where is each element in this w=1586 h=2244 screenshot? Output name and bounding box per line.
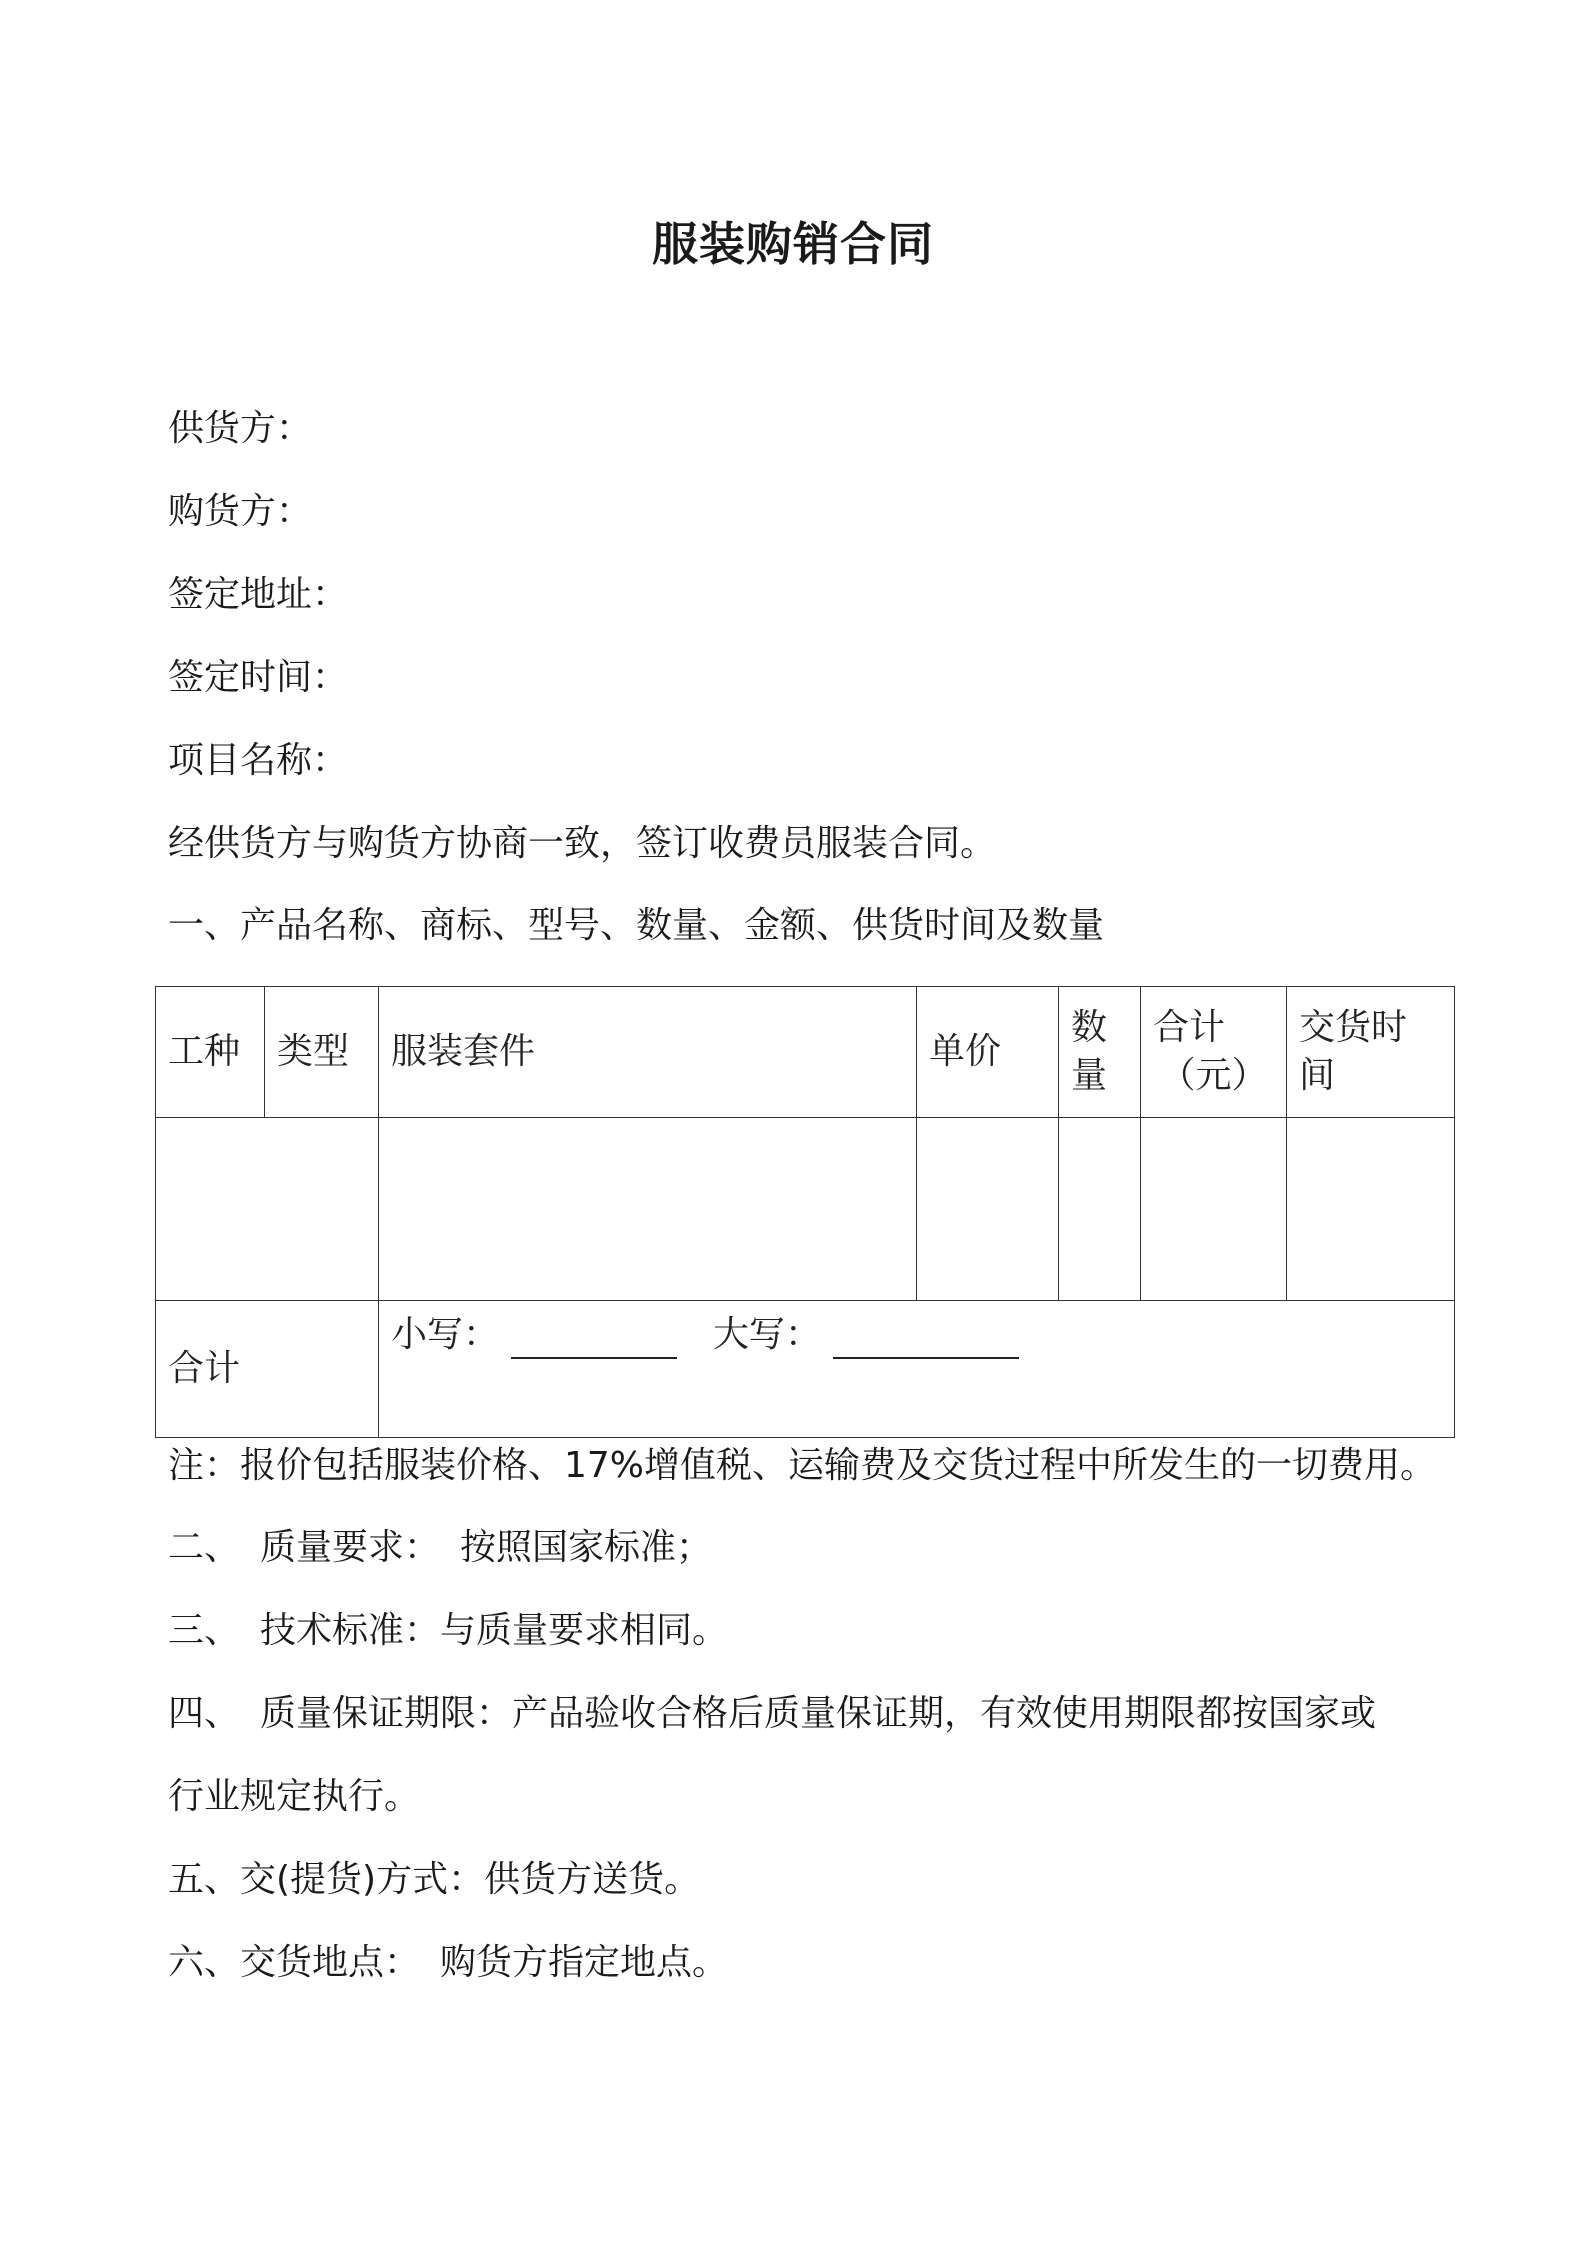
cell-trade-type [156, 1118, 379, 1301]
header-unit-price: 单价 [917, 987, 1059, 1118]
cell-total [1141, 1118, 1287, 1301]
section-2-number: 二、 [168, 1527, 241, 1568]
supplier-field: 供货方： [168, 408, 313, 449]
product-table [155, 986, 1455, 1438]
section-2 [168, 1524, 712, 1572]
section-4-continuation: 行业规定执行。 [168, 1776, 421, 1817]
section-4-text: 质量保证期限：产品验收合格后质量保证期，有效使用期限都按国家或 [260, 1693, 1377, 1734]
intro-paragraph: 经供货方与购货方协商一致，签订收费员服装合同。 [168, 823, 997, 864]
section-6-label: 六、交货地点： [168, 1942, 421, 1983]
header-suit: 服装套件 [379, 987, 917, 1118]
table-note: 注：报价包括服装价格、17%增值税、运输费及交货过程中所发生的一切费用。 [168, 1445, 1437, 1486]
header-trade: 工种 [156, 987, 265, 1118]
header-quantity [1059, 987, 1141, 1118]
section-6 [168, 1939, 728, 1987]
section-2-label: 质量要求： [260, 1527, 441, 1568]
header-quantity-line2: 量 [1071, 1055, 1108, 1096]
header-total-line1: 合计 [1153, 1007, 1226, 1048]
header-total [1141, 987, 1287, 1118]
section-6-text: 购货方指定地点。 [440, 1942, 729, 1983]
section-5: 五、交(提货)方式：供货方送货。 [168, 1859, 701, 1900]
section-1-heading: 一、产品名称、商标、型号、数量、金额、供货时间及数量 [168, 905, 1105, 946]
section-3-number: 三、 [168, 1610, 241, 1651]
header-type: 类型 [265, 987, 379, 1118]
section-4 [168, 1690, 1376, 1738]
section-3-text: 技术标准：与质量要求相同。 [260, 1610, 729, 1651]
lowercase-blank [511, 1319, 677, 1359]
header-total-line2: （元） [1159, 1055, 1268, 1096]
header-quantity-line1: 数 [1071, 1007, 1108, 1048]
total-label-cell: 合计 [156, 1301, 379, 1438]
sign-time-field: 签定时间： [168, 657, 349, 698]
section-2-text: 按照国家标准； [460, 1527, 713, 1568]
section-4-number: 四、 [168, 1693, 241, 1734]
cell-delivery-time [1287, 1118, 1455, 1301]
table-total-row [156, 1301, 1455, 1438]
sign-address-field: 签定地址： [168, 574, 349, 615]
table-row [156, 1118, 1455, 1301]
document-title: 服装购销合同 [652, 217, 934, 271]
cell-suit [379, 1118, 917, 1301]
uppercase-blank [833, 1319, 1019, 1359]
cell-quantity [1059, 1118, 1141, 1301]
lowercase-label: 小写： [391, 1314, 500, 1355]
uppercase-label: 大写： [713, 1314, 822, 1355]
section-3 [168, 1607, 728, 1655]
project-name-field: 项目名称： [168, 740, 349, 781]
header-delivery-line2: 间 [1299, 1055, 1336, 1096]
cell-unit-price [917, 1118, 1059, 1301]
header-delivery-time [1287, 987, 1455, 1118]
purchaser-field: 购货方： [168, 491, 313, 532]
total-amount-cell [379, 1301, 1455, 1438]
header-delivery-line1: 交货时 [1299, 1007, 1408, 1048]
table-header-row [156, 987, 1455, 1118]
